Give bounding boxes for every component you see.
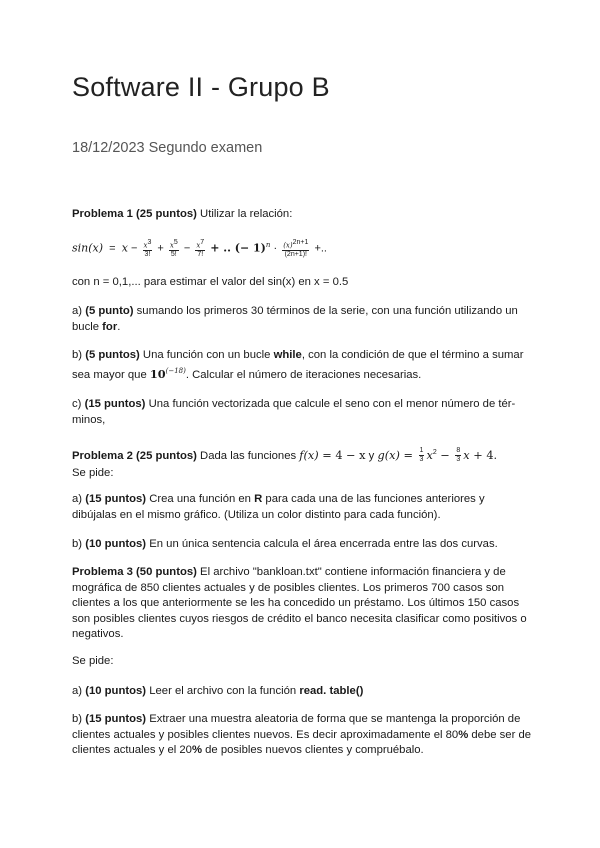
problem1-part-b: b) (5 puntos) Una función con un bucle while, con la condición de que el término a sumar sea mayor que $10^{(-18)}$. Calcular el número de iteraciones necesarias.	[72, 349, 524, 381]
page-subtitle: 18/12/2023 Segundo examen	[72, 140, 263, 156]
page-title: Software II - Grupo B	[72, 72, 330, 102]
problem1-condition: con n = 0,1,... para estimar el valor del sin(x) en x = 0.5	[72, 276, 349, 288]
problem2-se-pide: Se pide:	[72, 466, 114, 479]
problem3-part-b: b) (15 puntos) Extraer una muestra aleatoria de forma que se mantenga la proporción de clientes actuales y posibles clientes nuevos. Es decir aproximadamente el 80% debe ser de clientes actuales y el 20% de posibles nuevos clientes y compruébalo.	[72, 713, 532, 756]
problem2-part-b: b) (10 puntos) En un única sentencia calcula el área encerrada entre las dos curvas.	[72, 538, 498, 550]
problem1-part-c: c) (15 puntos) Una función vectorizada que calcule el seno con el menor número de tér-minos,	[72, 398, 516, 426]
problem1-part-a: a) (5 punto) sumando los primeros 30 términos de la serie, con una función utilizando un bucle for.	[72, 305, 518, 333]
problem2-part-a: a) (15 puntos) Crea una función en R para cada una de las funciones anteriores y dibújalas en el mismo gráfico. (Utiliza un color distinto para cada función).	[72, 493, 485, 521]
problem3-intro: Problema 3 (50 puntos) El archivo "bankloan.txt" contiene información financiera y de mográfica de 850 clientes actuales y de posibles clientes. Los primeros 700 casos son clientes a los que anteriormente se les ha concedido un préstamo. Los últimos 150 casos son posibles clientes cuyos riesgos de crédito el banco necesita clasificar como positivos o negativos.	[72, 566, 527, 640]
problem1-label: Problema 1 (25 puntos)	[72, 208, 197, 220]
problem3-se-pide: Se pide:	[72, 655, 114, 667]
problem3-part-a: a) (10 puntos) Leer el archivo con la función read. table()	[72, 685, 364, 697]
problem2-intro: Problema 2 (25 puntos) Dada las funciones f(x) = 4 − x y g(x) = $\frac{1}{3}$ $x^2$ − $\frac{8}{3}$ x + 4. Se pide:	[72, 447, 498, 479]
problem1-equation: sin(x) = x − $\frac{x^3}{3!}$ + $\frac{x^5}{5!}$ − $\frac{x^7}{7!}$ + .. (− 1)$^n$ · $\frac{(x)^{2n+1}}{(2n+1)!}$ +..	[72, 238, 327, 258]
problem1-intro-text: Utilizar la relación:	[196, 208, 293, 220]
problem1-intro	[72, 207, 532, 223]
